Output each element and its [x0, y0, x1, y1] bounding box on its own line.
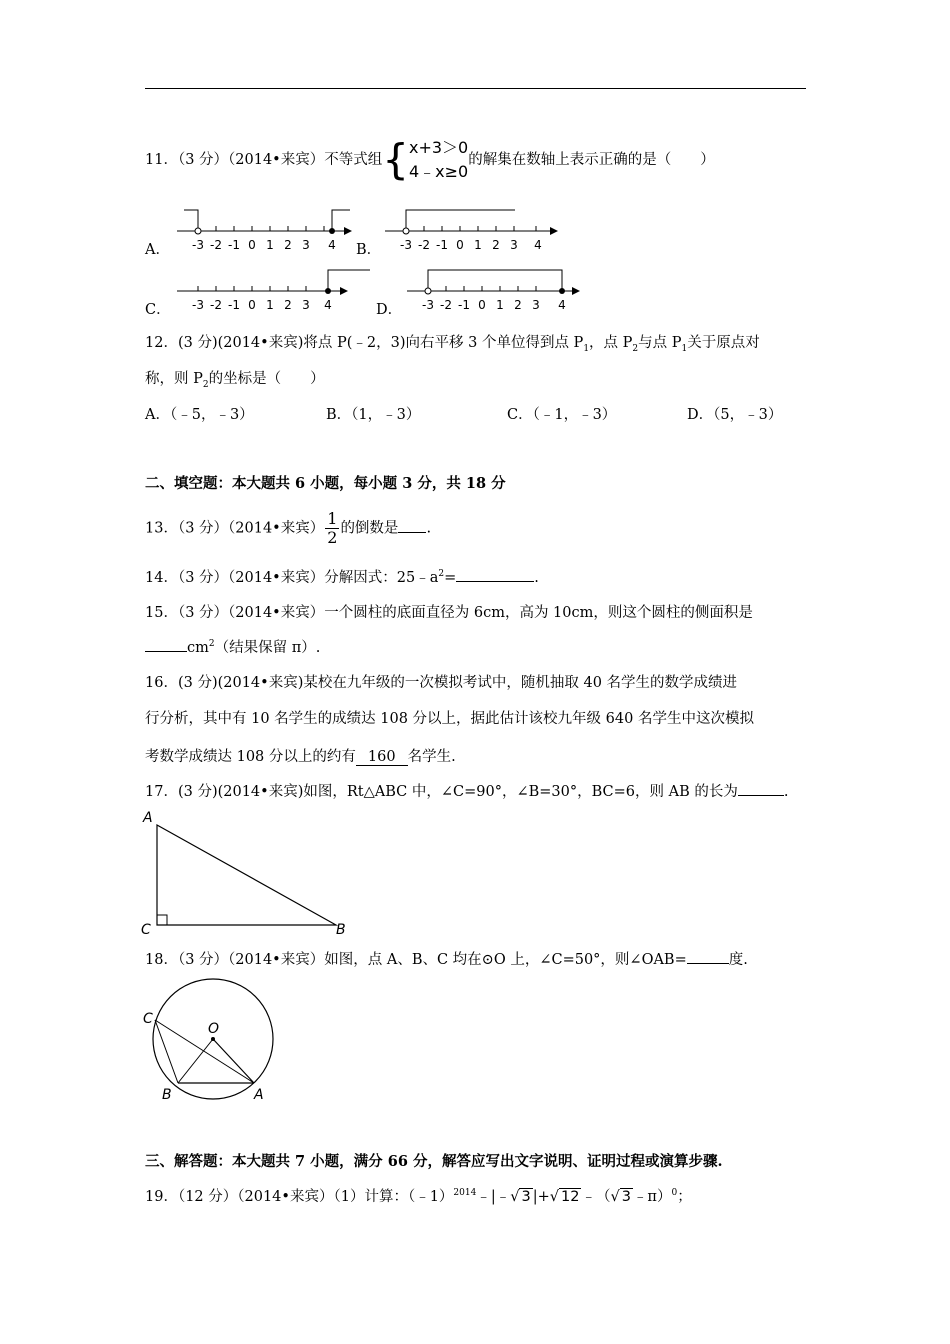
sqrt-icon: √	[549, 1189, 559, 1205]
q19-text: 19．（12 分）（2014•来宾）（1）计算：（﹣1）	[145, 1189, 454, 1205]
tick-label: -1	[228, 238, 240, 252]
fraction-denominator: 2	[327, 528, 338, 547]
tick-label: -2	[210, 298, 222, 312]
tick-label: 3	[302, 238, 310, 252]
q16-text: 名学生.	[407, 749, 456, 765]
q12-text: ，点 P	[589, 335, 633, 351]
question-16-line1: 16．(3 分)(2014•来宾)某校在九年级的一次模拟考试中，随机抽取 40 名学生的数学成绩进	[145, 675, 738, 691]
q12-text: 称，则 P	[145, 371, 203, 387]
right-angle-mark	[157, 915, 167, 925]
q12-option-b: B．（1，﹣3）	[326, 407, 421, 423]
q14-text: =	[444, 570, 457, 586]
q14-text: .	[534, 570, 539, 586]
question-15-line2	[145, 636, 320, 657]
q19-sup: 0	[671, 1188, 678, 1199]
circle-figure	[138, 975, 283, 1105]
radicand: 3	[621, 1189, 631, 1205]
answer-blank	[145, 637, 187, 652]
q19-text: ；	[677, 1189, 692, 1205]
tick-label: 4	[558, 298, 566, 312]
tick-label: 0	[248, 298, 256, 312]
question-16-line3	[145, 745, 456, 766]
tick-label: -1	[436, 238, 448, 252]
inequality-system	[409, 136, 468, 184]
tick-label: -3	[422, 298, 434, 312]
radicand: 12	[561, 1189, 580, 1205]
q19-text: ﹣π）	[632, 1189, 672, 1205]
sqrt-icon: √	[510, 1189, 520, 1205]
question-16-line2: 行分析，其中有 10 名学生的成绩达 108 分以上，据此估计该校九年级 640 名学生中这次模拟	[145, 711, 754, 727]
q14-text: 14．（3 分）（2014•来宾）分解因式：25﹣a	[145, 570, 439, 586]
question-15-line1: 15．（3 分）（2014•来宾）一个圆柱的底面直径为 6cm，高为 10cm，则这个圆柱的侧面积是	[145, 605, 753, 621]
q12-sub: 1	[583, 343, 590, 354]
tick-label: 4	[534, 238, 542, 252]
q12-sub: 2	[202, 379, 209, 390]
q12-option-d: D．（5，﹣3）	[687, 407, 783, 423]
q12-option-a: A．（﹣5，﹣3）	[145, 407, 254, 423]
tick-label: -3	[192, 298, 204, 312]
q12-sub: 2	[632, 343, 639, 354]
tick-label: 4	[328, 238, 336, 252]
tick-label: 0	[248, 238, 256, 252]
inequality-1: x+3＞0	[408, 138, 469, 157]
tick-label: 0	[456, 238, 464, 252]
tick-label: 1	[266, 238, 274, 252]
header-rule	[145, 88, 806, 89]
number-line-d	[402, 265, 587, 315]
tick-label: -2	[440, 298, 452, 312]
q11-option-b-label: B．	[356, 242, 382, 258]
q11-option-a-label: A．	[145, 242, 170, 258]
answer-blank	[687, 949, 729, 964]
section-3-heading: 三、解答题：本大题共 7 小题，满分 66 分，解答应写出文字说明、证明过程或演算步骤.	[145, 1153, 723, 1170]
question-11	[145, 136, 715, 184]
question-12-line2	[145, 367, 325, 390]
tick-label: -1	[458, 298, 470, 312]
system-brace: {	[382, 135, 409, 184]
triangle-abc	[157, 825, 336, 925]
inequality-2: 4﹣x≥0	[408, 162, 469, 181]
q12-text: 关于原点对	[687, 335, 760, 351]
answer-blank	[456, 567, 534, 582]
q17-text: .	[783, 784, 789, 800]
q12-text: 的坐标是（ ）	[208, 371, 325, 387]
question-18	[145, 948, 748, 969]
tick-label: -2	[210, 238, 222, 252]
radicand: 3	[521, 1189, 531, 1205]
number-line-c	[172, 265, 372, 315]
question-12-line1	[145, 331, 760, 354]
answer-blank	[398, 518, 426, 533]
question-17	[145, 780, 788, 801]
q19-text: |+	[532, 1189, 550, 1205]
vertex-label-a: A	[254, 1087, 264, 1103]
section-2-heading: 二、填空题：本大题共 6 小题，每小题 3 分，共 18 分	[145, 475, 506, 492]
q18-text: 18．（3 分）（2014•来宾）如图，点 A、B、C 均在⊙O 上，∠C=50°，则∠OAB=	[145, 952, 687, 968]
q11-option-c-label: C．	[145, 302, 171, 318]
question-13	[145, 510, 431, 547]
tick-label: 2	[284, 238, 292, 252]
q17-text: 17．(3 分)(2014•来宾)如图，Rt△ABC 中，∠C=90°，∠B=30°，BC=6，则 AB 的长为	[145, 784, 738, 800]
tick-label: 1	[474, 238, 482, 252]
q11-stem: 11．（3 分）（2014•来宾）不等式组	[145, 152, 383, 168]
q14-sup: 2	[438, 569, 445, 580]
answer-blank	[738, 781, 784, 796]
vertex-label-b: B	[336, 922, 346, 938]
q15-text: cm	[187, 640, 209, 656]
tick-label: 1	[496, 298, 504, 312]
tick-label: 2	[514, 298, 522, 312]
vertex-label-a: A	[143, 810, 153, 826]
tick-label: 2	[492, 238, 500, 252]
fraction	[325, 510, 339, 547]
tick-label: -1	[228, 298, 240, 312]
vertex-label-c: C	[141, 922, 151, 938]
q13-text: 13．（3 分）（2014•来宾）	[145, 520, 325, 537]
fraction-numerator: 1	[327, 509, 338, 528]
tick-label: -2	[418, 238, 430, 252]
q19-sup: 2014	[453, 1188, 477, 1199]
center-label-o: O	[208, 1021, 220, 1037]
tick-label: 0	[478, 298, 486, 312]
tick-label: -3	[400, 238, 412, 252]
q12-option-c: C．（﹣1，﹣3）	[507, 407, 617, 423]
sqrt-icon: √	[610, 1189, 620, 1205]
q13-text: .	[426, 520, 432, 537]
tick-label: 4	[324, 298, 332, 312]
q12-sub: 1	[681, 343, 688, 354]
tick-label: -3	[192, 238, 204, 252]
q11-option-d-label: D．	[376, 302, 403, 318]
question-19	[145, 1185, 692, 1206]
q12-text: 与点 P	[638, 335, 682, 351]
right-triangle-figure	[138, 808, 353, 938]
vertex-label-c: C	[143, 1011, 153, 1027]
tick-label: 1	[266, 298, 274, 312]
number-line-b	[380, 205, 565, 255]
tick-label: 3	[532, 298, 540, 312]
q11-stem-end: 的解集在数轴上表示正确的是（ ）	[468, 152, 715, 168]
tick-label: 3	[302, 298, 310, 312]
q13-text: 的倒数是	[340, 520, 399, 537]
tick-label: 2	[284, 298, 292, 312]
q16-text: 考数学成绩达 108 分以上的约有	[145, 749, 356, 765]
filled-answer: 160	[356, 749, 408, 766]
question-14	[145, 566, 539, 587]
vertex-label-b: B	[162, 1087, 172, 1103]
q19-text: ﹣|﹣	[476, 1189, 511, 1205]
q15-sup: 2	[208, 639, 215, 650]
tick-label: 3	[510, 238, 518, 252]
q12-text: 12．(3 分)(2014•来宾)将点 P(﹣2，3)向右平移 3 个单位得到点 P	[145, 335, 584, 351]
number-line-a	[172, 205, 357, 255]
q18-text: 度.	[728, 952, 748, 968]
q15-text: （结果保留 π）.	[214, 640, 321, 656]
q19-text: ﹣（	[581, 1189, 611, 1205]
